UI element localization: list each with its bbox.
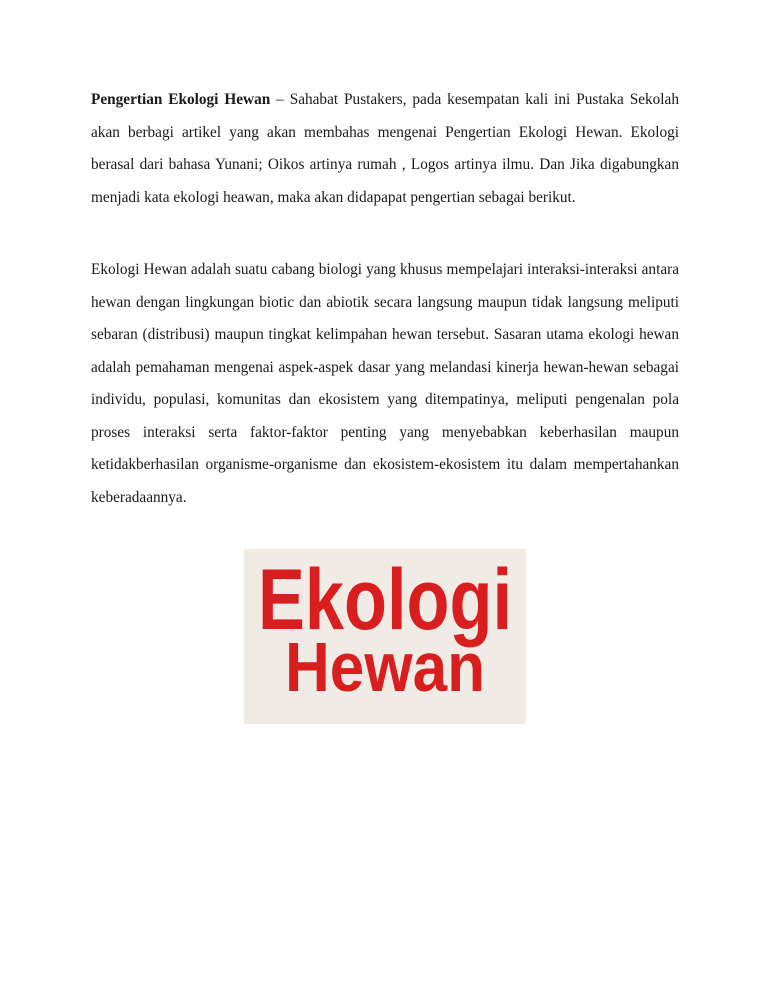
article-title-lead: Pengertian Ekologi Hewan <box>91 91 271 108</box>
logo-line-2: Hewan <box>285 628 485 706</box>
logo-line-1: Ekologi <box>258 552 512 648</box>
definition-paragraph: Ekologi Hewan adalah suatu cabang biologi yang khusus mempelajari interaksi-interaksi antara hewan dengan lingkungan biotic dan abiotik secara langsung maupun tidak langsung meliputi sebaran (distribusi) maupun tingkat kelimpahan hewan tersebut. Sasaran utama ekologi hewan adalah pemahaman mengenai aspek-aspek dasar yang melandasi kinerja hewan-hewan sebagai individu, populasi, komunitas dan ekosistem yang ditempatinya, meliputi pengenalan pola proses interaksi serta faktor-faktor penting yang menyebabkan keberhasilan maupun ketidakberhasilan organisme-organisme dan ekosistem-ekosistem itu dalam mempertahankan keberadaannya. <box>91 261 679 506</box>
ekologi-hewan-image <box>244 549 526 724</box>
intro-paragraph <box>91 84 679 214</box>
ekologi-hewan-logo <box>244 549 526 724</box>
intro-paragraph-text: – Sahabat Pustakers, pada kesempatan kali ini Pustaka Sekolah akan berbagi artikel yang akan membahas mengenai Pengertian Ekologi Hewan. Ekologi berasal dari bahasa Yunani; Oikos artinya rumah , Logos artinya ilmu. Dan Jika digabungkan menjadi kata ekologi heawan, maka akan didapapat pengertian sebagai berikut. <box>91 91 679 206</box>
